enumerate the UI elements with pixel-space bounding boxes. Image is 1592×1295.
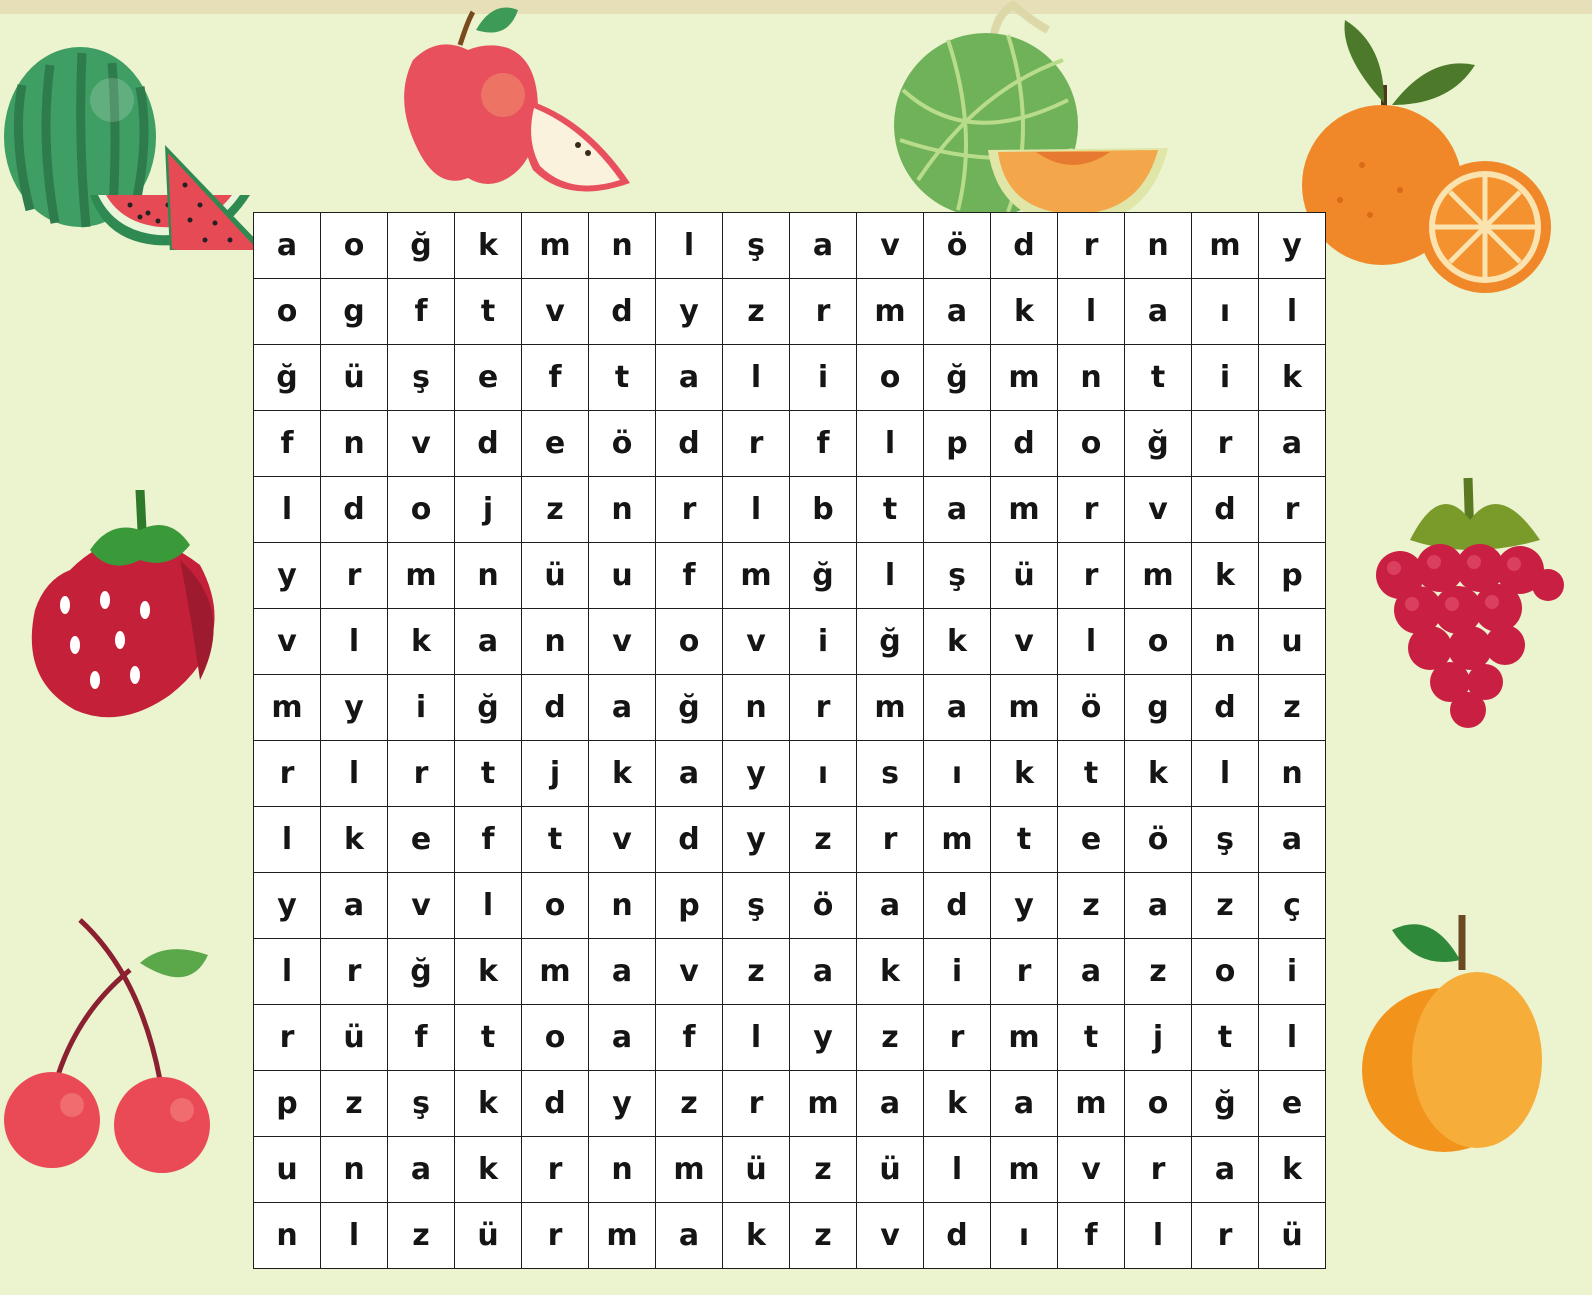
letter-cell[interactable]: l — [1259, 279, 1326, 345]
letter-cell[interactable]: o — [522, 1005, 589, 1071]
grid-row — [254, 213, 1326, 279]
letter-cell[interactable]: d — [455, 411, 522, 477]
letter-cell[interactable]: m — [1058, 1071, 1125, 1137]
letter-cell[interactable]: f — [656, 543, 723, 609]
letter-cell[interactable]: t — [857, 477, 924, 543]
letter-cell[interactable]: a — [1125, 873, 1192, 939]
letter-cell[interactable]: z — [522, 477, 589, 543]
letter-cell[interactable]: e — [388, 807, 455, 873]
letter-cell[interactable]: m — [388, 543, 455, 609]
letter-cell[interactable]: d — [522, 675, 589, 741]
letter-cell[interactable]: ö — [790, 873, 857, 939]
letter-cell[interactable]: y — [1259, 213, 1326, 279]
letter-cell[interactable]: o — [388, 477, 455, 543]
letter-cell[interactable]: l — [857, 411, 924, 477]
letter-cell[interactable]: m — [1125, 543, 1192, 609]
letter-cell[interactable]: f — [790, 411, 857, 477]
letter-cell[interactable]: g — [1125, 675, 1192, 741]
apricot-icon — [1362, 910, 1547, 1155]
letter-cell[interactable]: a — [790, 939, 857, 1005]
letter-cell[interactable]: n — [589, 213, 656, 279]
letter-cell[interactable]: ş — [1192, 807, 1259, 873]
letter-cell[interactable]: z — [1125, 939, 1192, 1005]
letter-cell[interactable]: l — [723, 1005, 790, 1071]
grid-row — [254, 1203, 1326, 1269]
letter-cell[interactable]: k — [1125, 741, 1192, 807]
letter-cell[interactable]: o — [254, 279, 321, 345]
letter-cell[interactable]: ü — [522, 543, 589, 609]
word-search-grid — [253, 212, 1326, 1269]
letter-cell[interactable]: f — [455, 807, 522, 873]
letter-cell[interactable]: p — [1259, 543, 1326, 609]
letter-cell[interactable]: v — [857, 213, 924, 279]
letter-cell[interactable]: ı — [991, 1203, 1058, 1269]
letter-cell[interactable]: p — [924, 411, 991, 477]
letter-cell[interactable]: o — [857, 345, 924, 411]
letter-cell[interactable]: m — [522, 939, 589, 1005]
letter-cell[interactable]: r — [254, 741, 321, 807]
letter-cell[interactable]: i — [388, 675, 455, 741]
letter-cell[interactable]: k — [924, 1071, 991, 1137]
letter-cell[interactable]: l — [857, 543, 924, 609]
letter-cell[interactable]: f — [656, 1005, 723, 1071]
letter-cell[interactable]: r — [1192, 411, 1259, 477]
letter-cell[interactable]: r — [1058, 543, 1125, 609]
letter-cell[interactable]: ı — [924, 741, 991, 807]
letter-cell[interactable]: y — [723, 807, 790, 873]
letter-cell[interactable]: k — [723, 1203, 790, 1269]
letter-cell[interactable]: ü — [723, 1137, 790, 1203]
letter-cell[interactable]: d — [321, 477, 388, 543]
letter-cell[interactable]: k — [1259, 1137, 1326, 1203]
letter-cell[interactable]: i — [790, 345, 857, 411]
letter-cell[interactable]: k — [589, 741, 656, 807]
letter-cell[interactable]: a — [857, 1071, 924, 1137]
letter-cell[interactable]: r — [1125, 1137, 1192, 1203]
letter-cell[interactable]: v — [857, 1203, 924, 1269]
letter-cell[interactable]: a — [1058, 939, 1125, 1005]
letter-cell[interactable]: o — [1058, 411, 1125, 477]
letter-cell[interactable]: m — [656, 1137, 723, 1203]
letter-cell[interactable]: j — [455, 477, 522, 543]
letter-cell[interactable]: a — [924, 279, 991, 345]
letter-cell[interactable]: n — [321, 411, 388, 477]
letter-cell[interactable]: n — [1125, 213, 1192, 279]
letter-cell[interactable]: z — [723, 279, 790, 345]
letter-cell[interactable]: a — [321, 873, 388, 939]
letter-cell[interactable]: o — [1125, 609, 1192, 675]
letter-cell[interactable]: ü — [321, 345, 388, 411]
letter-cell[interactable]: r — [388, 741, 455, 807]
letter-cell[interactable]: d — [589, 279, 656, 345]
letter-cell[interactable]: r — [1058, 477, 1125, 543]
letter-cell[interactable]: z — [388, 1203, 455, 1269]
letter-cell[interactable]: ş — [388, 1071, 455, 1137]
letter-cell[interactable]: l — [1058, 279, 1125, 345]
letter-cell[interactable]: a — [924, 477, 991, 543]
letter-cell[interactable]: m — [790, 1071, 857, 1137]
letter-cell[interactable]: a — [1125, 279, 1192, 345]
cherry-icon — [0, 915, 215, 1175]
letter-cell[interactable]: d — [1192, 675, 1259, 741]
letter-cell[interactable]: k — [991, 741, 1058, 807]
letter-cell[interactable]: z — [723, 939, 790, 1005]
letter-cell[interactable]: d — [656, 807, 723, 873]
letter-cell[interactable]: y — [991, 873, 1058, 939]
letter-cell[interactable]: a — [1259, 807, 1326, 873]
letter-cell[interactable]: f — [388, 279, 455, 345]
letter-cell[interactable]: t — [455, 1005, 522, 1071]
letter-cell[interactable]: n — [522, 609, 589, 675]
letter-cell[interactable]: b — [790, 477, 857, 543]
letter-cell[interactable]: g — [321, 279, 388, 345]
letter-cell[interactable]: y — [656, 279, 723, 345]
letter-cell[interactable]: o — [321, 213, 388, 279]
letter-cell[interactable]: t — [1058, 1005, 1125, 1071]
letter-cell[interactable]: ğ — [857, 609, 924, 675]
letter-cell[interactable]: t — [991, 807, 1058, 873]
letter-cell[interactable]: n — [589, 873, 656, 939]
letter-cell[interactable]: ğ — [388, 939, 455, 1005]
letter-cell[interactable]: ö — [924, 213, 991, 279]
letter-cell[interactable]: m — [254, 675, 321, 741]
grid-row — [254, 609, 1326, 675]
letter-cell[interactable]: a — [388, 1137, 455, 1203]
letter-cell[interactable]: m — [589, 1203, 656, 1269]
letter-cell[interactable]: r — [656, 477, 723, 543]
letter-cell[interactable]: t — [1125, 345, 1192, 411]
letter-cell[interactable]: r — [857, 807, 924, 873]
letter-cell[interactable]: u — [589, 543, 656, 609]
letter-cell[interactable]: y — [723, 741, 790, 807]
letter-cell[interactable]: n — [589, 477, 656, 543]
letter-cell[interactable]: k — [991, 279, 1058, 345]
letter-cell[interactable]: l — [723, 345, 790, 411]
letter-cell[interactable]: a — [656, 741, 723, 807]
letter-cell[interactable]: j — [1125, 1005, 1192, 1071]
letter-cell[interactable]: r — [321, 543, 388, 609]
letter-cell[interactable]: n — [455, 543, 522, 609]
letter-cell[interactable]: ü — [857, 1137, 924, 1203]
letter-cell[interactable]: a — [991, 1071, 1058, 1137]
letter-cell[interactable]: d — [656, 411, 723, 477]
letter-cell[interactable]: o — [1192, 939, 1259, 1005]
letter-cell[interactable]: r — [522, 1203, 589, 1269]
strawberry-icon — [30, 490, 225, 730]
letter-cell[interactable]: n — [1192, 609, 1259, 675]
letter-cell[interactable]: d — [522, 1071, 589, 1137]
letter-cell[interactable]: k — [924, 609, 991, 675]
grid-row — [254, 873, 1326, 939]
letter-cell[interactable]: r — [1192, 1203, 1259, 1269]
letter-cell[interactable]: r — [991, 939, 1058, 1005]
letter-cell[interactable]: z — [790, 807, 857, 873]
letter-cell[interactable]: n — [589, 1137, 656, 1203]
letter-cell[interactable]: i — [1259, 939, 1326, 1005]
grid-row — [254, 741, 1326, 807]
melon-icon — [888, 0, 1173, 230]
letter-cell[interactable]: l — [656, 213, 723, 279]
letter-cell[interactable]: r — [723, 411, 790, 477]
letter-cell[interactable]: i — [790, 609, 857, 675]
letter-cell[interactable]: a — [589, 675, 656, 741]
letter-cell[interactable]: v — [723, 609, 790, 675]
letter-cell[interactable]: z — [857, 1005, 924, 1071]
letter-cell[interactable]: m — [522, 213, 589, 279]
letter-cell[interactable]: ü — [1259, 1203, 1326, 1269]
letter-cell[interactable]: m — [991, 1137, 1058, 1203]
letter-cell[interactable]: ş — [924, 543, 991, 609]
letter-cell[interactable]: d — [924, 873, 991, 939]
grid-row — [254, 1005, 1326, 1071]
letter-cell[interactable]: p — [254, 1071, 321, 1137]
letter-cell[interactable]: k — [1192, 543, 1259, 609]
letter-cell[interactable]: a — [455, 609, 522, 675]
letter-cell[interactable]: z — [1259, 675, 1326, 741]
letter-cell[interactable]: k — [1259, 345, 1326, 411]
letter-cell[interactable]: n — [723, 675, 790, 741]
letter-cell[interactable]: y — [321, 675, 388, 741]
letter-cell[interactable]: t — [522, 807, 589, 873]
letter-cell[interactable]: ı — [790, 741, 857, 807]
letter-cell[interactable]: l — [321, 1203, 388, 1269]
letter-cell[interactable]: a — [1192, 1137, 1259, 1203]
grapes-icon — [1370, 470, 1570, 735]
letter-cell[interactable]: v — [1058, 1137, 1125, 1203]
grid-row — [254, 939, 1326, 1005]
letter-cell[interactable]: v — [388, 411, 455, 477]
letter-cell[interactable]: r — [723, 1071, 790, 1137]
orange-icon — [1300, 15, 1592, 295]
letter-cell[interactable]: l — [1125, 1203, 1192, 1269]
letter-cell[interactable]: m — [1192, 213, 1259, 279]
letter-cell[interactable]: ğ — [1192, 1071, 1259, 1137]
letter-cell[interactable]: n — [1259, 741, 1326, 807]
letter-cell[interactable]: n — [254, 1203, 321, 1269]
letter-cell[interactable]: ü — [455, 1203, 522, 1269]
grid-row — [254, 1137, 1326, 1203]
letter-cell[interactable]: v — [656, 939, 723, 1005]
letter-cell[interactable]: ş — [723, 213, 790, 279]
letter-cell[interactable]: s — [857, 741, 924, 807]
letter-cell[interactable]: ö — [589, 411, 656, 477]
letter-cell[interactable]: l — [321, 609, 388, 675]
letter-cell[interactable]: m — [723, 543, 790, 609]
letter-cell[interactable]: v — [254, 609, 321, 675]
letter-cell[interactable]: d — [991, 411, 1058, 477]
letter-cell[interactable]: k — [455, 939, 522, 1005]
letter-cell[interactable]: l — [254, 477, 321, 543]
letter-cell[interactable]: p — [656, 873, 723, 939]
letter-cell[interactable]: m — [991, 477, 1058, 543]
letter-cell[interactable]: r — [254, 1005, 321, 1071]
letter-cell[interactable]: o — [522, 873, 589, 939]
letter-cell[interactable]: a — [254, 213, 321, 279]
letter-cell[interactable]: l — [455, 873, 522, 939]
letter-cell[interactable]: a — [656, 1203, 723, 1269]
grid-row — [254, 1071, 1326, 1137]
letter-cell[interactable]: t — [1058, 741, 1125, 807]
letter-cell[interactable]: ı — [1192, 279, 1259, 345]
letter-cell[interactable]: n — [321, 1137, 388, 1203]
letter-cell[interactable]: ö — [1058, 675, 1125, 741]
watermelon-icon — [0, 45, 290, 250]
letter-cell[interactable]: t — [589, 345, 656, 411]
letter-cell[interactable]: ö — [1125, 807, 1192, 873]
letter-cell[interactable]: r — [1259, 477, 1326, 543]
top-banner-strip — [0, 0, 1592, 14]
letter-cell[interactable]: v — [388, 873, 455, 939]
letter-cell[interactable]: l — [1192, 741, 1259, 807]
letter-cell[interactable]: e — [522, 411, 589, 477]
letter-cell[interactable]: ğ — [656, 675, 723, 741]
letter-cell[interactable]: r — [790, 279, 857, 345]
letter-cell[interactable]: j — [522, 741, 589, 807]
letter-cell[interactable]: m — [857, 675, 924, 741]
letter-cell[interactable]: ş — [723, 873, 790, 939]
letter-cell[interactable]: a — [1259, 411, 1326, 477]
letter-cell[interactable]: a — [857, 873, 924, 939]
grid-row — [254, 411, 1326, 477]
grid-row — [254, 543, 1326, 609]
letter-cell[interactable]: t — [455, 279, 522, 345]
grid-row — [254, 807, 1326, 873]
letter-cell[interactable]: z — [321, 1071, 388, 1137]
letter-cell[interactable]: ğ — [388, 213, 455, 279]
letter-cell[interactable]: u — [1259, 609, 1326, 675]
letter-cell[interactable]: z — [1192, 873, 1259, 939]
letter-cell[interactable]: v — [1125, 477, 1192, 543]
letter-cell[interactable]: u — [254, 1137, 321, 1203]
letter-cell[interactable]: k — [455, 1071, 522, 1137]
letter-cell[interactable]: z — [790, 1137, 857, 1203]
letter-cell[interactable]: r — [790, 675, 857, 741]
grid-row — [254, 345, 1326, 411]
letter-cell[interactable]: y — [254, 873, 321, 939]
letter-cell[interactable]: a — [924, 675, 991, 741]
letter-cell[interactable]: d — [924, 1203, 991, 1269]
letter-cell[interactable]: ü — [991, 543, 1058, 609]
letter-cell[interactable]: d — [991, 213, 1058, 279]
letter-cell[interactable]: l — [254, 939, 321, 1005]
letter-cell[interactable]: o — [656, 609, 723, 675]
grid-row — [254, 279, 1326, 345]
letter-cell[interactable]: e — [455, 345, 522, 411]
letter-cell[interactable]: l — [924, 1137, 991, 1203]
letter-cell[interactable]: e — [1259, 1071, 1326, 1137]
letter-cell[interactable]: v — [589, 609, 656, 675]
letter-cell[interactable]: i — [1192, 345, 1259, 411]
letter-cell[interactable]: k — [321, 807, 388, 873]
letter-cell[interactable]: f — [1058, 1203, 1125, 1269]
letter-cell[interactable]: l — [723, 477, 790, 543]
letter-cell[interactable]: m — [991, 1005, 1058, 1071]
letter-cell[interactable]: z — [1058, 873, 1125, 939]
letter-cell[interactable]: ğ — [455, 675, 522, 741]
letter-cell[interactable]: y — [790, 1005, 857, 1071]
letter-cell[interactable]: v — [589, 807, 656, 873]
letter-cell[interactable]: ğ — [1125, 411, 1192, 477]
letter-cell[interactable]: r — [1058, 213, 1125, 279]
letter-cell[interactable]: i — [924, 939, 991, 1005]
letter-cell[interactable]: z — [656, 1071, 723, 1137]
letter-cell[interactable]: l — [254, 807, 321, 873]
letter-cell[interactable]: l — [321, 741, 388, 807]
letter-cell[interactable]: m — [857, 279, 924, 345]
letter-cell[interactable]: k — [455, 213, 522, 279]
apple-icon — [398, 0, 638, 200]
letter-cell[interactable]: a — [656, 345, 723, 411]
letter-cell[interactable]: k — [388, 609, 455, 675]
letter-cell[interactable]: t — [455, 741, 522, 807]
letter-cell[interactable]: e — [1058, 807, 1125, 873]
letter-cell[interactable]: v — [991, 609, 1058, 675]
letter-cell[interactable]: y — [254, 543, 321, 609]
letter-cell[interactable]: ş — [388, 345, 455, 411]
letter-cell[interactable]: z — [790, 1203, 857, 1269]
letter-cell[interactable]: k — [455, 1137, 522, 1203]
letter-cell[interactable]: ç — [1259, 873, 1326, 939]
letter-cell[interactable]: n — [1058, 345, 1125, 411]
letter-cell[interactable]: a — [589, 1005, 656, 1071]
letter-cell[interactable]: a — [589, 939, 656, 1005]
grid-row — [254, 477, 1326, 543]
letter-cell[interactable]: ğ — [924, 345, 991, 411]
letter-cell[interactable]: d — [1192, 477, 1259, 543]
letter-cell[interactable]: m — [991, 345, 1058, 411]
letter-cell[interactable]: l — [1058, 609, 1125, 675]
letter-cell[interactable]: r — [321, 939, 388, 1005]
letter-cell[interactable]: ğ — [254, 345, 321, 411]
letter-cell[interactable]: r — [522, 1137, 589, 1203]
letter-cell[interactable]: m — [991, 675, 1058, 741]
letter-cell[interactable]: y — [589, 1071, 656, 1137]
letter-cell[interactable]: v — [522, 279, 589, 345]
letter-cell[interactable]: r — [924, 1005, 991, 1071]
letter-cell[interactable]: ğ — [790, 543, 857, 609]
letter-cell[interactable]: t — [1192, 1005, 1259, 1071]
letter-cell[interactable]: l — [1259, 1005, 1326, 1071]
letter-cell[interactable]: ü — [321, 1005, 388, 1071]
letter-cell[interactable]: f — [388, 1005, 455, 1071]
grid-row — [254, 675, 1326, 741]
letter-cell[interactable]: f — [522, 345, 589, 411]
letter-cell[interactable]: o — [1125, 1071, 1192, 1137]
letter-cell[interactable]: a — [790, 213, 857, 279]
letter-cell[interactable]: m — [924, 807, 991, 873]
letter-cell[interactable]: k — [857, 939, 924, 1005]
letter-cell[interactable]: f — [254, 411, 321, 477]
